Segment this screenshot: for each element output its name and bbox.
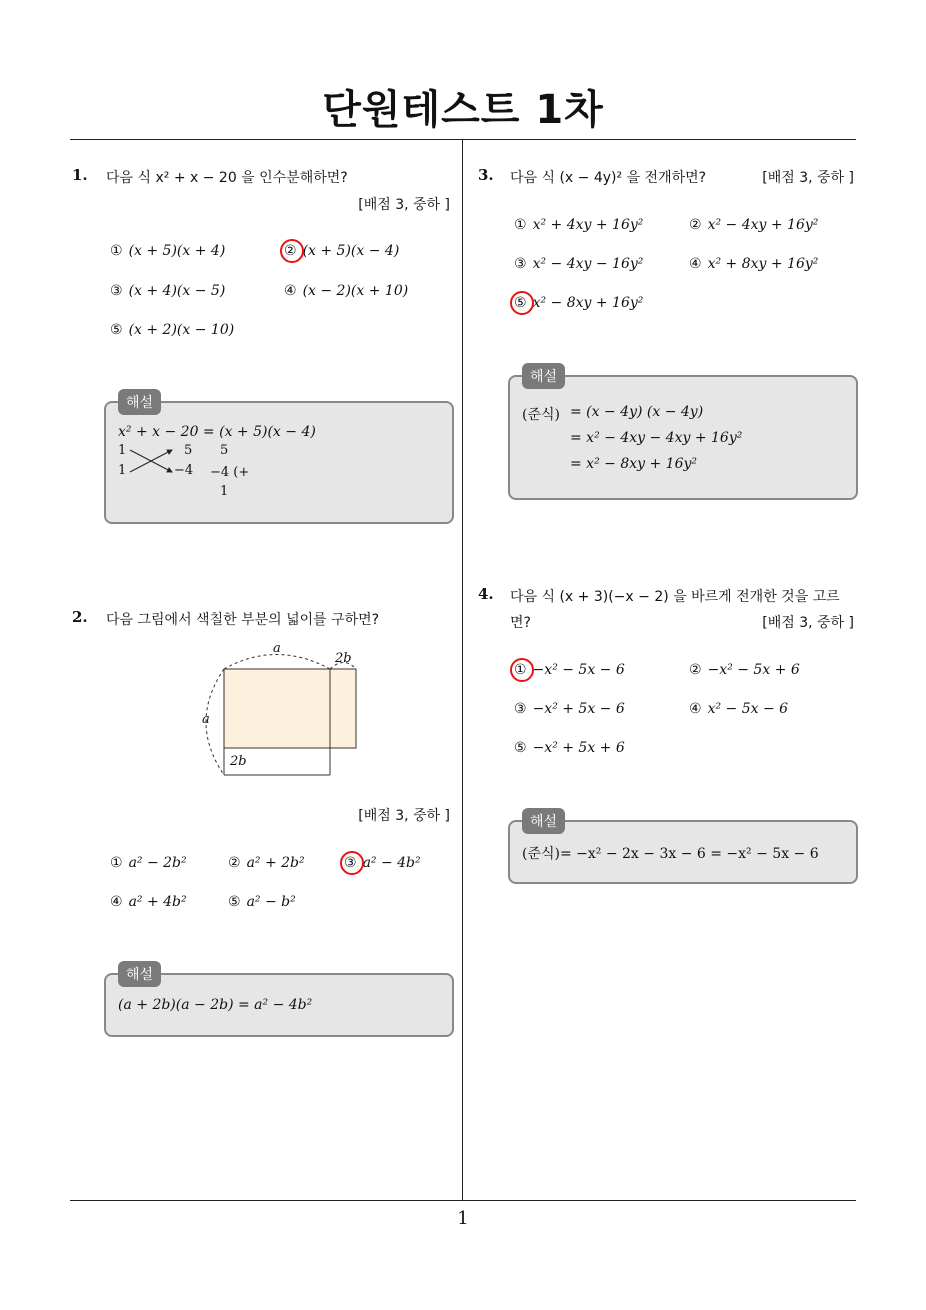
solution-tag: 해설 bbox=[118, 961, 161, 987]
answer-circle bbox=[510, 658, 534, 682]
option-1[interactable] bbox=[514, 217, 643, 233]
option-expr: −x² + 5x − 6 bbox=[532, 701, 625, 717]
option-expr: −x² − 5x + 6 bbox=[707, 662, 800, 678]
option-expr: a² − 2b² bbox=[128, 855, 187, 871]
cross-term: 1 bbox=[118, 443, 127, 458]
option-marker: ⑤ bbox=[514, 740, 527, 756]
question-number: 3. bbox=[478, 166, 494, 184]
cross-term: 5 bbox=[184, 443, 193, 458]
option-marker: ② bbox=[689, 217, 702, 233]
option-4[interactable] bbox=[110, 894, 187, 910]
option-3[interactable] bbox=[514, 701, 625, 717]
option-2[interactable] bbox=[689, 662, 800, 678]
cross-term: −4 bbox=[174, 463, 194, 478]
option-4[interactable] bbox=[689, 701, 788, 717]
answer-circle bbox=[280, 239, 304, 263]
cross-term: 1 bbox=[220, 484, 229, 499]
option-expr: x² + 4xy + 16y² bbox=[532, 217, 644, 233]
solution-line: = (x − 4y) (x − 4y) bbox=[570, 404, 704, 420]
cross-term: 5 bbox=[220, 443, 229, 458]
page-title: 단원테스트 1차 bbox=[322, 87, 604, 133]
option-marker: ⑤ bbox=[228, 894, 241, 910]
option-expr: a² − b² bbox=[246, 894, 296, 910]
option-expr: −x² − 5x − 6 bbox=[532, 662, 625, 678]
option-marker: ④ bbox=[110, 894, 123, 910]
question-number: 2. bbox=[72, 608, 88, 626]
option-3[interactable] bbox=[514, 256, 643, 272]
dimension-label: 2b bbox=[230, 754, 247, 769]
bottom-rule bbox=[70, 1200, 856, 1201]
answer-circle bbox=[510, 291, 534, 315]
solution-prefix: (준식) bbox=[522, 407, 560, 423]
solution-tag: 해설 bbox=[522, 808, 565, 834]
top-rule bbox=[70, 139, 856, 140]
solution-line: x² + x − 20 = (x + 5)(x − 4) bbox=[118, 424, 316, 440]
option-marker: ② bbox=[689, 662, 702, 678]
option-marker: ④ bbox=[689, 256, 702, 272]
option-5[interactable] bbox=[514, 740, 625, 756]
question-text: 다음 그림에서 색칠한 부분의 넓이를 구하면? bbox=[106, 612, 380, 628]
option-marker: ③ bbox=[514, 256, 527, 272]
option-2[interactable] bbox=[689, 217, 818, 233]
option-2[interactable] bbox=[228, 855, 305, 871]
option-expr: x² − 4xy + 16y² bbox=[707, 217, 819, 233]
option-marker: ④ bbox=[689, 701, 702, 717]
option-marker: ③ bbox=[110, 283, 123, 299]
score-label: [배점 3, 중하 ] bbox=[762, 170, 854, 186]
question-number: 4. bbox=[478, 585, 494, 603]
page-number: 1 bbox=[457, 1208, 469, 1229]
option-expr: x² − 4xy − 16y² bbox=[532, 256, 644, 272]
option-5[interactable] bbox=[228, 894, 296, 910]
option-expr: (x + 5)(x − 4) bbox=[302, 243, 400, 259]
option-expr: a² − 4b² bbox=[362, 855, 421, 871]
option-expr: x² + 8xy + 16y² bbox=[707, 256, 819, 272]
score-label: [배점 3, 중하 ] bbox=[358, 197, 450, 213]
option-4[interactable] bbox=[689, 256, 818, 272]
solution-line: (a + 2b)(a − 2b) = a² − 4b² bbox=[118, 997, 313, 1013]
option-expr: x² − 5x − 6 bbox=[707, 701, 789, 717]
option-marker: ① bbox=[110, 243, 123, 259]
cross-term: −4 (+ bbox=[210, 465, 250, 480]
answer-circle bbox=[340, 851, 364, 875]
question-number: 1. bbox=[72, 166, 88, 184]
option-expr: (x + 5)(x + 4) bbox=[128, 243, 226, 259]
score-label: [배점 3, 중하 ] bbox=[358, 808, 450, 824]
option-expr: a² + 2b² bbox=[246, 855, 305, 871]
solution-line: (준식)= −x² − 2x − 3x − 6 = −x² − 5x − 6 bbox=[522, 846, 819, 862]
option-marker: ① bbox=[514, 662, 527, 678]
score-label: [배점 3, 중하 ] bbox=[762, 615, 854, 631]
option-4[interactable] bbox=[284, 283, 408, 299]
option-1[interactable] bbox=[110, 243, 225, 259]
solution-tag: 해설 bbox=[118, 389, 161, 415]
cross-multiply-arrows bbox=[128, 446, 176, 476]
solution-line: = x² − 4xy − 4xy + 16y² bbox=[570, 430, 743, 446]
option-marker: ① bbox=[110, 855, 123, 871]
dimension-label: a bbox=[273, 641, 281, 656]
option-5[interactable] bbox=[110, 322, 234, 338]
option-marker: ③ bbox=[514, 701, 527, 717]
option-expr: (x + 2)(x − 10) bbox=[128, 322, 235, 338]
option-marker: ② bbox=[228, 855, 241, 871]
question-text: 면? bbox=[510, 615, 531, 631]
option-marker: ⑤ bbox=[514, 295, 527, 311]
question-text: 다음 식 (x − 4y)² 을 전개하면? bbox=[510, 170, 707, 186]
option-marker: ④ bbox=[284, 283, 297, 299]
dimension-label: 2b bbox=[335, 651, 352, 666]
option-expr: −x² + 5x + 6 bbox=[532, 740, 625, 756]
option-expr: a² + 4b² bbox=[128, 894, 187, 910]
question-text: 다음 식 x² + x − 20 을 인수분해하면? bbox=[106, 170, 348, 186]
option-expr: (x − 2)(x + 10) bbox=[302, 283, 409, 299]
option-marker: ③ bbox=[344, 855, 357, 871]
dimension-label: a bbox=[202, 712, 210, 727]
question-text: 다음 식 (x + 3)(−x − 2) 을 바르게 전개한 것을 고르 bbox=[510, 589, 840, 605]
solution-tag: 해설 bbox=[522, 363, 565, 389]
option-marker: ⑤ bbox=[110, 322, 123, 338]
option-expr: (x + 4)(x − 5) bbox=[128, 283, 226, 299]
column-divider bbox=[462, 139, 463, 1200]
option-1[interactable] bbox=[110, 855, 187, 871]
solution-line: = x² − 8xy + 16y² bbox=[570, 456, 697, 472]
option-marker: ① bbox=[514, 217, 527, 233]
cross-term: 1 bbox=[118, 463, 127, 478]
option-expr: x² − 8xy + 16y² bbox=[532, 295, 644, 311]
option-marker: ② bbox=[284, 243, 297, 259]
option-3[interactable] bbox=[110, 283, 225, 299]
